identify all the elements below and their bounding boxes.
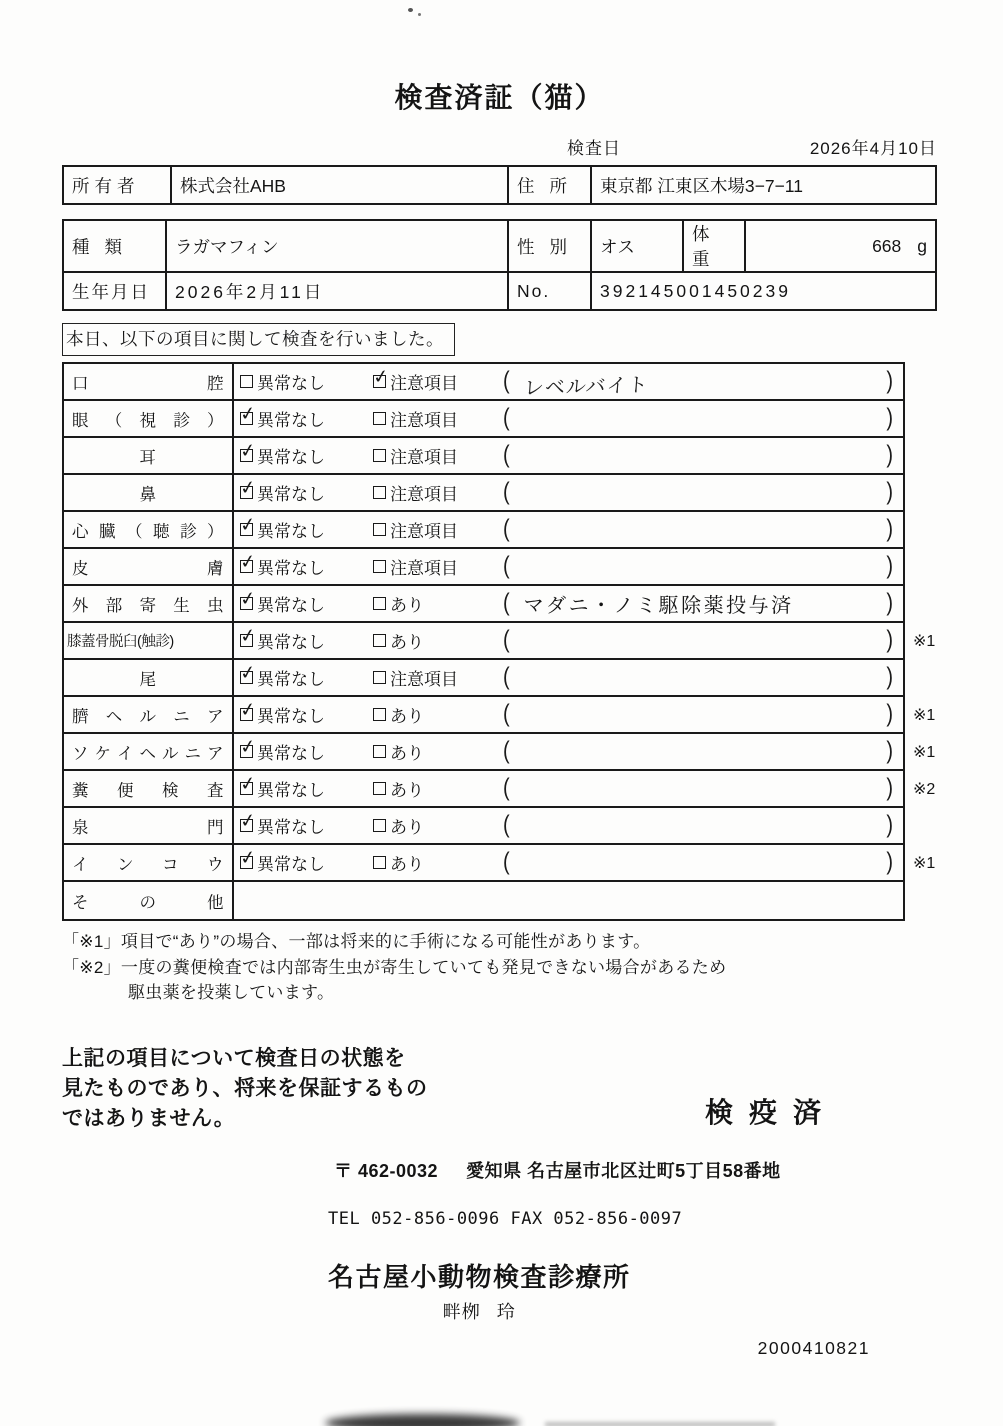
no-label: No. [508,272,591,310]
item-option-normal [234,623,367,658]
item-note-area [499,438,903,473]
close-paren: ) [886,552,893,580]
checkbox-icon [240,560,253,573]
weight-cell [745,220,936,272]
open-paren: ( [503,441,510,469]
checkbox-flag-label: 注意項目 [390,670,458,689]
checkbox-flag-label: あり [390,781,424,800]
serial-number: 2000410821 [757,1337,870,1358]
veterinarian-name: 畔栁 玲 [442,1301,516,1322]
checkbox-flag-label: 注意項目 [390,448,458,467]
item-option-normal [234,549,367,584]
item-label: 尾 [64,660,234,695]
inspection-row [64,808,903,845]
item-note-area [499,401,903,436]
close-paren: ) [886,478,893,506]
disclaimer-row [62,1044,937,1135]
item-option-flag [367,771,499,806]
item-option-normal [234,586,367,621]
item-note-area [499,734,903,769]
close-paren: ) [886,663,893,691]
close-paren: ) [886,737,893,765]
close-paren: ) [886,811,893,839]
item-option-flag [367,845,499,880]
item-ref-mark: ※2 [913,780,936,798]
item-ref-mark: ※1 [913,706,936,724]
item-option-flag [367,882,499,919]
item-label: イ ン コ ウ [64,845,234,880]
close-paren: ) [886,626,893,654]
item-label: 膝蓋骨脱臼(触診) [64,623,234,658]
close-paren: ) [886,367,893,395]
checkbox-icon [240,634,253,647]
item-option-normal [234,734,367,769]
birth-label: 生年月日 [63,272,166,310]
footnote-2: 「※2」一度の糞便検査では内部寄生虫が寄生していても発見できない場合があるため [62,957,727,977]
checkbox-flag-label: あり [390,744,424,763]
checkbox-flag-label: 注意項目 [390,559,458,578]
inspection-date-label: 検査日 [567,139,621,158]
checkbox-icon [373,634,386,647]
checkbox-normal-label: 異常なし [257,411,325,430]
checkbox-icon [240,819,253,832]
item-option-flag [367,697,499,732]
item-note-area [499,697,903,732]
scan-smudge-light [545,1422,775,1426]
item-option-flag [367,364,499,399]
checkbox-icon [373,782,386,795]
item-option-normal [234,697,367,732]
item-option-normal [234,771,367,806]
checkbox-icon [373,856,386,869]
item-note-area [499,771,903,806]
disclaimer-line-2: 見たものであり、将来を保証するもの [62,1076,428,1100]
checkbox-flag-label: 注意項目 [390,522,458,541]
item-option-normal [234,845,367,880]
pet-row-1 [63,220,936,272]
address-label: 住所 [508,166,591,204]
open-paren: ( [503,848,510,876]
scan-smudge [325,1414,520,1426]
checkbox-icon [373,449,386,462]
open-paren: ( [503,552,510,580]
checkbox-icon [240,782,253,795]
sex-value: オス [591,220,683,272]
sex-label: 性別 [508,220,591,272]
inspection-row [64,475,903,512]
item-option-normal [234,808,367,843]
checkbox-flag-label: あり [390,818,424,837]
no-value: 392145001450239 [591,272,936,310]
open-paren: ( [503,626,510,654]
clinic-block [328,1257,631,1324]
checkbox-icon [373,745,386,758]
inspection-row [64,401,903,438]
checkbox-normal-label: 異常なし [257,485,325,504]
item-option-normal [234,512,367,547]
checkbox-icon [240,745,253,758]
checkbox-icon [373,560,386,573]
inspection-row [64,512,903,549]
address-value: 東京都 江東区木場3−7−11 [591,166,936,204]
item-ref-mark: ※1 [913,632,936,650]
birth-value: 2026年2月11日 [166,272,508,310]
checkbox-icon [240,486,253,499]
disclaimer-text [62,1044,428,1135]
disclaimer-line-3: ではありません。 [62,1107,236,1131]
open-paren: ( [503,367,510,395]
item-ref-mark: ※1 [913,854,936,872]
item-option-normal [234,475,367,510]
checkbox-icon [373,819,386,832]
item-option-normal [234,882,367,919]
item-ref-mark: ※1 [913,743,936,761]
checkbox-normal-label: 異常なし [257,374,325,393]
checkbox-icon [240,375,253,388]
inspection-row [64,623,936,660]
checkbox-normal-label: 異常なし [257,818,325,837]
open-paren: ( [503,737,510,765]
weight-label: 体重 [683,220,745,272]
checkbox-flag-label: あり [390,855,424,874]
checkbox-normal-label: 異常なし [257,744,325,763]
item-note-area [499,475,903,510]
inspection-row [64,549,903,586]
checkbox-normal-label: 異常なし [257,855,325,874]
checkbox-icon [240,856,253,869]
item-note-text: マダニ・ノミ駆除薬投与済 [523,595,794,617]
close-paren: ) [886,515,893,543]
checkbox-normal-label: 異常なし [257,522,325,541]
open-paren: ( [503,774,510,802]
checkbox-icon [373,671,386,684]
close-paren: ) [886,404,893,432]
checkbox-normal-label: 異常なし [257,707,325,726]
item-label: 耳 [64,438,234,473]
item-option-normal [234,401,367,436]
disclaimer-line-1: 上記の項目について検査日の状態を [62,1046,406,1070]
open-paren: ( [503,404,510,432]
breed-value: ラガマフィン [166,220,508,272]
item-option-normal [234,364,367,399]
checkbox-flag-label: 注意項目 [390,485,458,504]
weight-unit: g [917,235,927,256]
close-paren: ) [886,441,893,469]
item-option-flag [367,660,499,695]
checkbox-icon [240,523,253,536]
checkbox-icon [240,412,253,425]
open-paren: ( [503,811,510,839]
item-label: 臍 ヘ ル ニ ア [64,697,234,732]
checkbox-icon [240,671,253,684]
footnote-2-cont: 駆虫薬を投薬しています。 [128,983,335,1002]
checkbox-normal-label: 異常なし [257,781,325,800]
pet-row-2 [63,272,936,310]
item-label: 皮 膚 [64,549,234,584]
close-paren: ) [886,589,893,617]
item-option-flag [367,623,499,658]
item-note-area [499,882,903,919]
inspection-row [64,438,903,475]
weight-value: 668 [872,235,902,256]
item-label: そ の 他 [64,882,234,919]
open-paren: ( [503,515,510,543]
item-note-area [499,660,903,695]
footnotes [62,929,937,1006]
checkbox-icon [240,708,253,721]
checkbox-icon [240,449,253,462]
item-option-normal [234,438,367,473]
inspection-row [64,364,903,401]
item-option-flag [367,586,499,621]
close-paren: ) [886,848,893,876]
checkbox-icon [373,412,386,425]
item-note-area [499,623,903,658]
item-option-flag [367,549,499,584]
item-option-flag [367,512,499,547]
checkbox-icon [240,597,253,610]
inspection-row [64,882,903,919]
checkbox-flag-label: あり [390,596,424,615]
inspection-date-value: 2026年4月10日 [809,139,937,158]
checkbox-icon [373,708,386,721]
checkbox-normal-label: 異常なし [257,448,325,467]
inspection-row [64,771,936,808]
item-option-normal [234,660,367,695]
owner-value: 株式会社AHB [171,166,508,204]
item-label: ソ ケ イ ヘ ル ニ ア [64,734,234,769]
item-option-flag [367,438,499,473]
footnote-1: 「※1」項目で“あり”の場合、一部は将来的に手術になる可能性があります。 [62,932,651,951]
checkbox-normal-label: 異常なし [257,633,325,652]
item-note-area [499,512,903,547]
pet-table [62,219,937,311]
item-note-area [499,586,903,621]
clinic-address-line [334,1157,937,1183]
item-label: 泉 門 [64,808,234,843]
open-paren: ( [503,663,510,691]
item-label: 口 腔 [64,364,234,399]
quarantine-passed-stamp: 検疫済 [704,1096,837,1128]
inspection-row [64,660,903,697]
close-paren: ) [886,774,893,802]
owner-label: 所有者 [63,166,171,204]
checkbox-normal-label: 異常なし [257,670,325,689]
inspection-row [64,697,936,734]
item-label: 外 部 寄 生 虫 [64,586,234,621]
open-paren: ( [503,478,510,506]
checkbox-flag-label: あり [390,633,424,652]
inspection-row [64,734,936,771]
checkbox-flag-label: あり [390,707,424,726]
owner-table [62,165,937,205]
item-label: 眼 （ 視 診 ） [64,401,234,436]
page-content [62,0,937,1359]
breed-label: 種類 [63,220,166,272]
item-note-area [499,549,903,584]
checkbox-normal-label: 異常なし [257,596,325,615]
open-paren: ( [503,589,510,617]
owner-row [63,166,936,204]
item-option-flag [367,808,499,843]
item-note-area [499,364,903,399]
item-note-area [499,845,903,880]
open-paren: ( [503,700,510,728]
item-option-flag [367,475,499,510]
checkbox-icon [373,486,386,499]
item-note-area [499,808,903,843]
checkbox-flag-label: 注意項目 [390,374,458,393]
clinic-address: 愛知県 名古屋市北区辻町5丁目58番地 [466,1160,781,1181]
checkbox-flag-label: 注意項目 [390,411,458,430]
checkbox-icon [373,375,386,388]
item-option-flag [367,401,499,436]
item-option-flag [367,734,499,769]
checkbox-icon [373,597,386,610]
intro-text: 本日、以下の項目に関して検査を行いました。 [62,323,455,356]
inspection-items-table [62,362,936,921]
postal-code: 〒 462-0032 [334,1160,439,1181]
item-label: 鼻 [64,475,234,510]
clinic-name: 名古屋小動物検査診療所 [328,1261,631,1292]
inspection-row [64,845,936,882]
item-label: 心 臓 （ 聴 診 ） [64,512,234,547]
page-title: 検査済証（猫） [394,82,605,113]
inspection-date-row [62,134,937,159]
checkbox-normal-label: 異常なし [257,559,325,578]
item-label: 糞 便 検 査 [64,771,234,806]
item-note-text: レベルバイト [522,374,649,400]
close-paren: ) [886,700,893,728]
checkbox-icon [373,523,386,536]
inspection-row [64,586,903,623]
tel-fax-line: TEL 052-856-0096 FAX 052-856-0097 [328,1208,683,1229]
